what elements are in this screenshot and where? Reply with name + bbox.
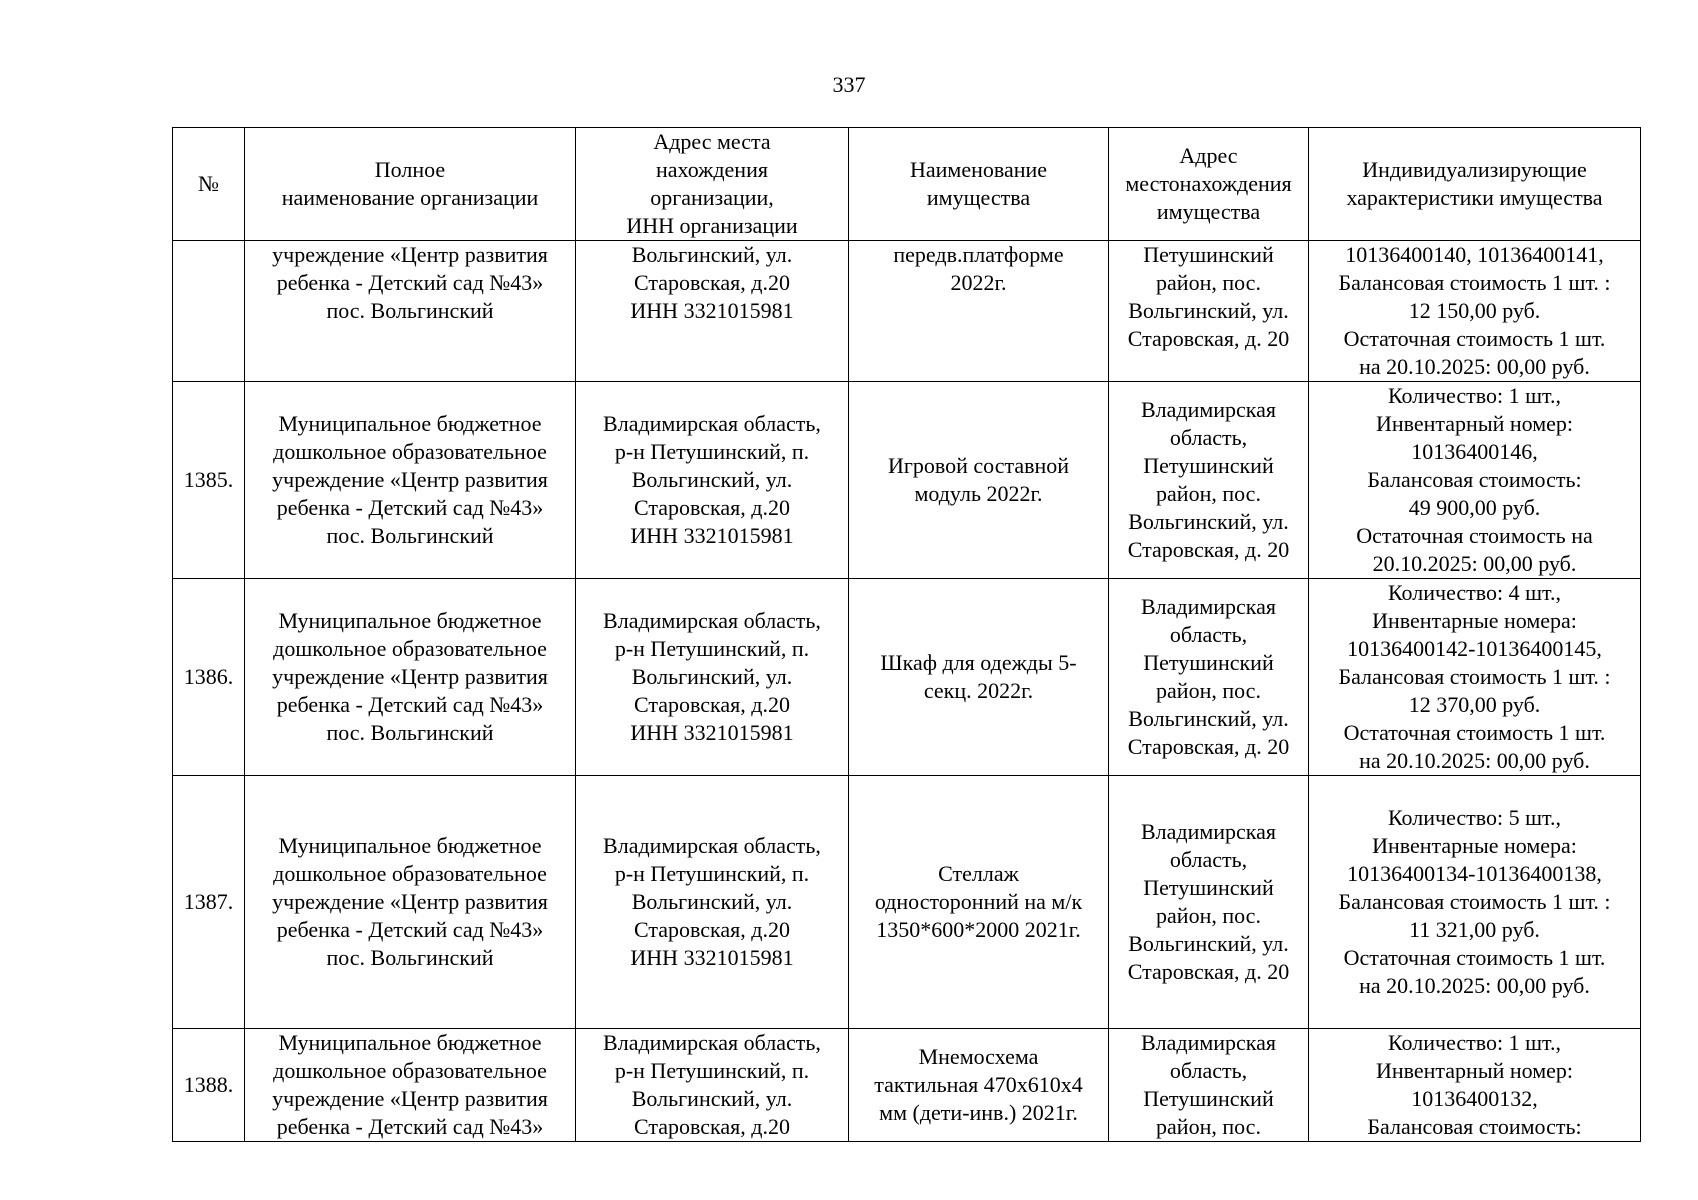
organization-name: Муниципальное бюджетное дошкольное образовательное учреждение «Центр развития ребенка - Детский сад №43» пос. Вольгинский <box>245 579 576 776</box>
page-number: 337 <box>832 72 866 97</box>
property-name: Мнемосхема тактильная 470х610х4 мм (дети-инв.) 2021г. <box>849 1029 1109 1142</box>
organization-address: Владимирская область, р-н Петушинский, п. Вольгинский, ул. Старовская, д.20 ИНН 3321015981 <box>576 776 849 1029</box>
table-row <box>173 579 1641 776</box>
header-property-name: Наименование имущества <box>849 128 1109 241</box>
property-details: Количество: 1 шт., Инвентарный номер: 10136400132, Балансовая стоимость: <box>1309 1029 1641 1142</box>
organization-name: Муниципальное бюджетное дошкольное образовательное учреждение «Центр развития ребенка - Детский сад №43» пос. Вольгинский <box>245 382 576 579</box>
organization-address: Владимирская область, р-н Петушинский, п. Вольгинский, ул. Старовская, д.20 ИНН 3321015981 <box>576 579 849 776</box>
property-address: Петушинский район, пос. Вольгинский, ул. Старовская, д. 20 <box>1109 241 1309 382</box>
row-number: 1387. <box>173 776 245 1029</box>
header-organization-name: Полное наименование организации <box>245 128 576 241</box>
property-address: Владимирская область, Петушинский район, пос. Вольгинский, ул. Старовская, д. 20 <box>1109 579 1309 776</box>
header-organization-address: Адрес места нахождения организации, ИНН организации <box>576 128 849 241</box>
row-number: 1386. <box>173 579 245 776</box>
organization-address: Вольгинский, ул. Старовская, д.20 ИНН 3321015981 <box>576 241 849 382</box>
property-address: Владимирская область, Петушинский район, пос. <box>1109 1029 1309 1142</box>
header-property-address: Адрес местонахождения имущества <box>1109 128 1309 241</box>
organization-name: Муниципальное бюджетное дошкольное образовательное учреждение «Центр развития ребенка - Детский сад №43» пос. Вольгинский <box>245 776 576 1029</box>
organization-address: Владимирская область, р-н Петушинский, п. Вольгинский, ул. Старовская, д.20 <box>576 1029 849 1142</box>
table-row <box>173 776 1641 1029</box>
table-header-row <box>173 128 1641 241</box>
row-number: 1385. <box>173 382 245 579</box>
table-row <box>173 1029 1641 1142</box>
row-number <box>173 241 245 382</box>
property-registry-table <box>172 127 1641 1142</box>
table-row <box>173 382 1641 579</box>
property-details: Количество: 5 шт., Инвентарные номера: 10136400134-10136400138, Балансовая стоимость 1 шт. : 11 321,00 руб. Остаточная стоимость 1 шт. на 20.10.2025: 00,00 руб. <box>1309 776 1641 1029</box>
header-number: № <box>173 128 245 241</box>
property-details: Количество: 1 шт., Инвентарный номер: 10136400146, Балансовая стоимость: 49 900,00 руб. Остаточная стоимость на 20.10.2025: 00,00 руб. <box>1309 382 1641 579</box>
property-name: Стеллаж односторонний на м/к 1350*600*2000 2021г. <box>849 776 1109 1029</box>
property-name: Шкаф для одежды 5- секц. 2022г. <box>849 579 1109 776</box>
header-property-details: Индивидуализирующие характеристики имущества <box>1309 128 1641 241</box>
row-number: 1388. <box>173 1029 245 1142</box>
property-details: Количество: 4 шт., Инвентарные номера: 10136400142-10136400145, Балансовая стоимость 1 шт. : 12 370,00 руб. Остаточная стоимость 1 шт. на 20.10.2025: 00,00 руб. <box>1309 579 1641 776</box>
table-row <box>173 241 1641 382</box>
property-name: Игровой составной модуль 2022г. <box>849 382 1109 579</box>
organization-name: учреждение «Центр развития ребенка - Детский сад №43» пос. Вольгинский <box>245 241 576 382</box>
property-address: Владимирская область, Петушинский район, пос. Вольгинский, ул. Старовская, д. 20 <box>1109 382 1309 579</box>
organization-name: Муниципальное бюджетное дошкольное образовательное учреждение «Центр развития ребенка - Детский сад №43» <box>245 1029 576 1142</box>
property-address: Владимирская область, Петушинский район, пос. Вольгинский, ул. Старовская, д. 20 <box>1109 776 1309 1029</box>
organization-address: Владимирская область, р-н Петушинский, п. Вольгинский, ул. Старовская, д.20 ИНН 3321015981 <box>576 382 849 579</box>
property-name: передв.платформе 2022г. <box>849 241 1109 382</box>
property-details: 10136400140, 10136400141, Балансовая стоимость 1 шт. : 12 150,00 руб. Остаточная стоимость 1 шт. на 20.10.2025: 00,00 руб. <box>1309 241 1641 382</box>
